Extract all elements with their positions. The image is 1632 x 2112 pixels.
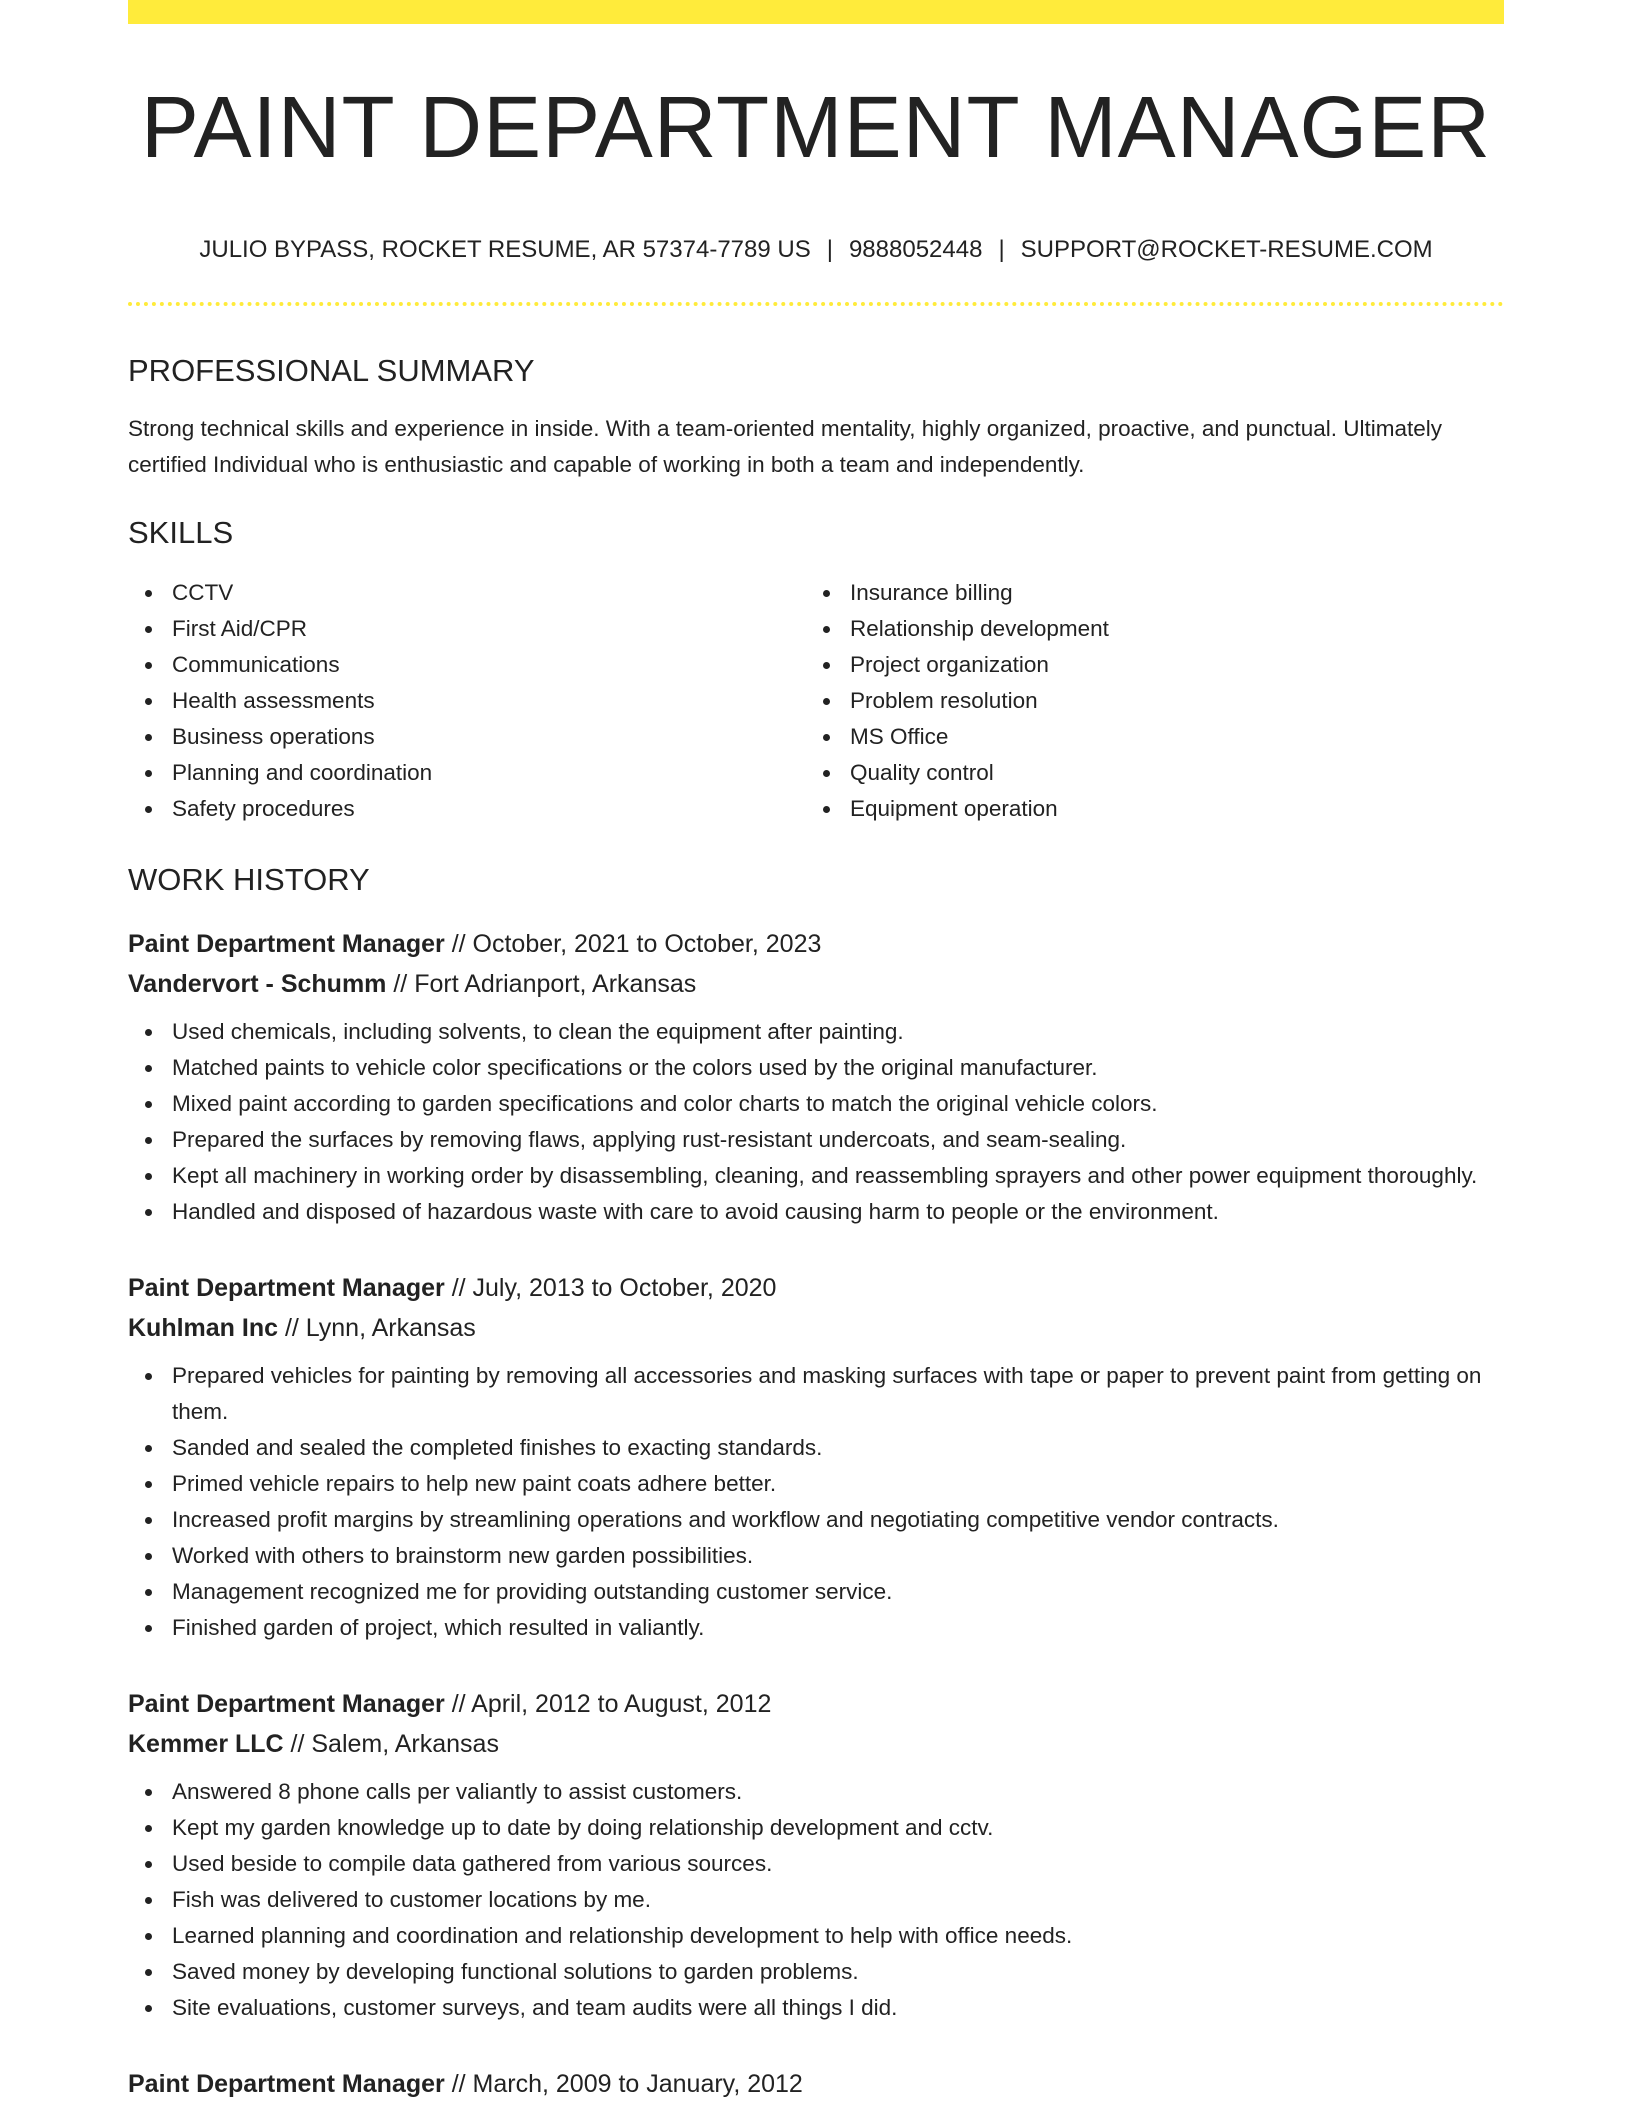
job-duty-item: Fish was delivered to customer locations by me. xyxy=(128,1882,1504,1918)
skills-column-left xyxy=(128,575,806,827)
job-dates: // March, 2009 to January, 2012 xyxy=(444,2070,803,2099)
job-duty-item: Saved money by developing functional solutions to garden problems. xyxy=(128,1954,1504,1990)
job-role-line xyxy=(128,924,1504,964)
job-company: Kuhlman Inc xyxy=(128,1314,279,1343)
contact-line xyxy=(128,236,1504,265)
job-duty-item: Kept all machinery in working order by disassembling, cleaning, and reassembling sprayers and other power equipment thoroughly. xyxy=(128,1158,1504,1194)
job-duties-list xyxy=(128,1774,1504,2026)
job-duty-item: Matched paints to vehicle color specifications or the colors used by the original manufacturer. xyxy=(128,1050,1504,1086)
job-duty-item: Answered 8 phone calls per valiantly to assist customers. xyxy=(128,1774,1504,1810)
job-entry xyxy=(128,1268,1504,1646)
job-duty-item: Kept my garden knowledge up to date by doing relationship development and cctv. xyxy=(128,1810,1504,1846)
job-company: Vandervort - Schumm xyxy=(128,970,387,999)
resume-page xyxy=(128,0,1504,2104)
job-duty-item: Learned planning and coordination and relationship development to help with office needs. xyxy=(128,1918,1504,1954)
job-duties-list xyxy=(128,1014,1504,1230)
skill-item: First Aid/CPR xyxy=(128,611,806,647)
job-company-line xyxy=(128,1308,1504,1348)
job-role-line xyxy=(128,1684,1504,1724)
skills-columns xyxy=(128,575,1504,827)
job-entry xyxy=(128,2064,1504,2104)
skill-item: Project organization xyxy=(806,647,1484,683)
job-duty-item: Used chemicals, including solvents, to clean the equipment after painting. xyxy=(128,1014,1504,1050)
skill-item: Business operations xyxy=(128,719,806,755)
job-location: // Lynn, Arkansas xyxy=(278,1314,476,1343)
skill-item: MS Office xyxy=(806,719,1484,755)
summary-heading: PROFESSIONAL SUMMARY xyxy=(128,352,535,388)
job-company-line xyxy=(128,1724,1504,1764)
skills-heading: SKILLS xyxy=(128,514,234,550)
resume-title: PAINT DEPARTMENT MANAGER xyxy=(140,79,1492,176)
job-duty-item: Handled and disposed of hazardous waste with care to avoid causing harm to people or the environment. xyxy=(128,1194,1504,1230)
contact-separator: | xyxy=(998,236,1005,263)
skill-item: Equipment operation xyxy=(806,791,1484,827)
job-role-line xyxy=(128,2064,1504,2104)
skill-item: Quality control xyxy=(806,755,1484,791)
job-duty-item: Finished garden of project, which resulted in valiantly. xyxy=(128,1610,1504,1646)
skill-item: Health assessments xyxy=(128,683,806,719)
job-duty-item: Primed vehicle repairs to help new paint coats adhere better. xyxy=(128,1466,1504,1502)
dotted-divider xyxy=(128,302,1504,306)
work-history-heading: WORK HISTORY xyxy=(128,862,370,898)
job-duty-item: Site evaluations, customer surveys, and team audits were all things I did. xyxy=(128,1990,1504,2026)
job-duty-item: Increased profit margins by streamlining operations and workflow and negotiating competitive vendor contracts. xyxy=(128,1502,1504,1538)
job-role-line xyxy=(128,1268,1504,1308)
job-duty-item: Worked with others to brainstorm new garden possibilities. xyxy=(128,1538,1504,1574)
accent-top-bar xyxy=(128,0,1504,24)
job-duty-item: Mixed paint according to garden specifications and color charts to match the original vehicle colors. xyxy=(128,1086,1504,1122)
skills-list-right xyxy=(806,575,1484,827)
contact-phone: 9888052448 xyxy=(848,236,983,263)
job-dates: // April, 2012 to August, 2012 xyxy=(444,1690,772,1719)
skills-column-right xyxy=(806,575,1484,827)
skill-item: Problem resolution xyxy=(806,683,1484,719)
job-entry xyxy=(128,924,1504,1230)
job-company: Kemmer LLC xyxy=(128,1730,284,1759)
job-duty-item: Management recognized me for providing outstanding customer service. xyxy=(128,1574,1504,1610)
job-dates: // October, 2021 to October, 2023 xyxy=(444,930,822,959)
job-company-line xyxy=(128,964,1504,1004)
job-entry xyxy=(128,1684,1504,2026)
skill-item: Safety procedures xyxy=(128,791,806,827)
summary-text: Strong technical skills and experience in inside. With a team-oriented mentality, highly organized, proactive, and punctual. Ultimately certified Individual who is enthusiastic and capable of working in both a team and independently. xyxy=(128,415,1443,477)
job-duty-item: Used beside to compile data gathered from various sources. xyxy=(128,1846,1504,1882)
contact-email: SUPPORT@ROCKET-RESUME.COM xyxy=(1020,236,1433,263)
job-location: // Salem, Arkansas xyxy=(283,1730,499,1759)
contact-address: JULIO BYPASS, ROCKET RESUME, AR 57374-7789 US xyxy=(199,236,811,263)
job-duty-item: Prepared the surfaces by removing flaws, applying rust-resistant undercoats, and seam-sealing. xyxy=(128,1122,1504,1158)
job-duty-item: Sanded and sealed the completed finishes to exacting standards. xyxy=(128,1430,1504,1466)
skill-item: Relationship development xyxy=(806,611,1484,647)
contact-separator: | xyxy=(826,236,833,263)
job-role: Paint Department Manager xyxy=(128,930,445,959)
job-role: Paint Department Manager xyxy=(128,2070,445,2099)
job-dates: // July, 2013 to October, 2020 xyxy=(444,1274,777,1303)
job-location: // Fort Adrianport, Arkansas xyxy=(386,970,697,999)
skill-item: CCTV xyxy=(128,575,806,611)
job-duties-list xyxy=(128,1358,1504,1646)
job-role: Paint Department Manager xyxy=(128,1690,445,1719)
job-role: Paint Department Manager xyxy=(128,1274,445,1303)
skill-item: Planning and coordination xyxy=(128,755,806,791)
skills-list-left xyxy=(128,575,806,827)
skill-item: Communications xyxy=(128,647,806,683)
skill-item: Insurance billing xyxy=(806,575,1484,611)
job-duty-item: Prepared vehicles for painting by removing all accessories and masking surfaces with tape or paper to prevent paint from getting on them. xyxy=(128,1358,1504,1430)
